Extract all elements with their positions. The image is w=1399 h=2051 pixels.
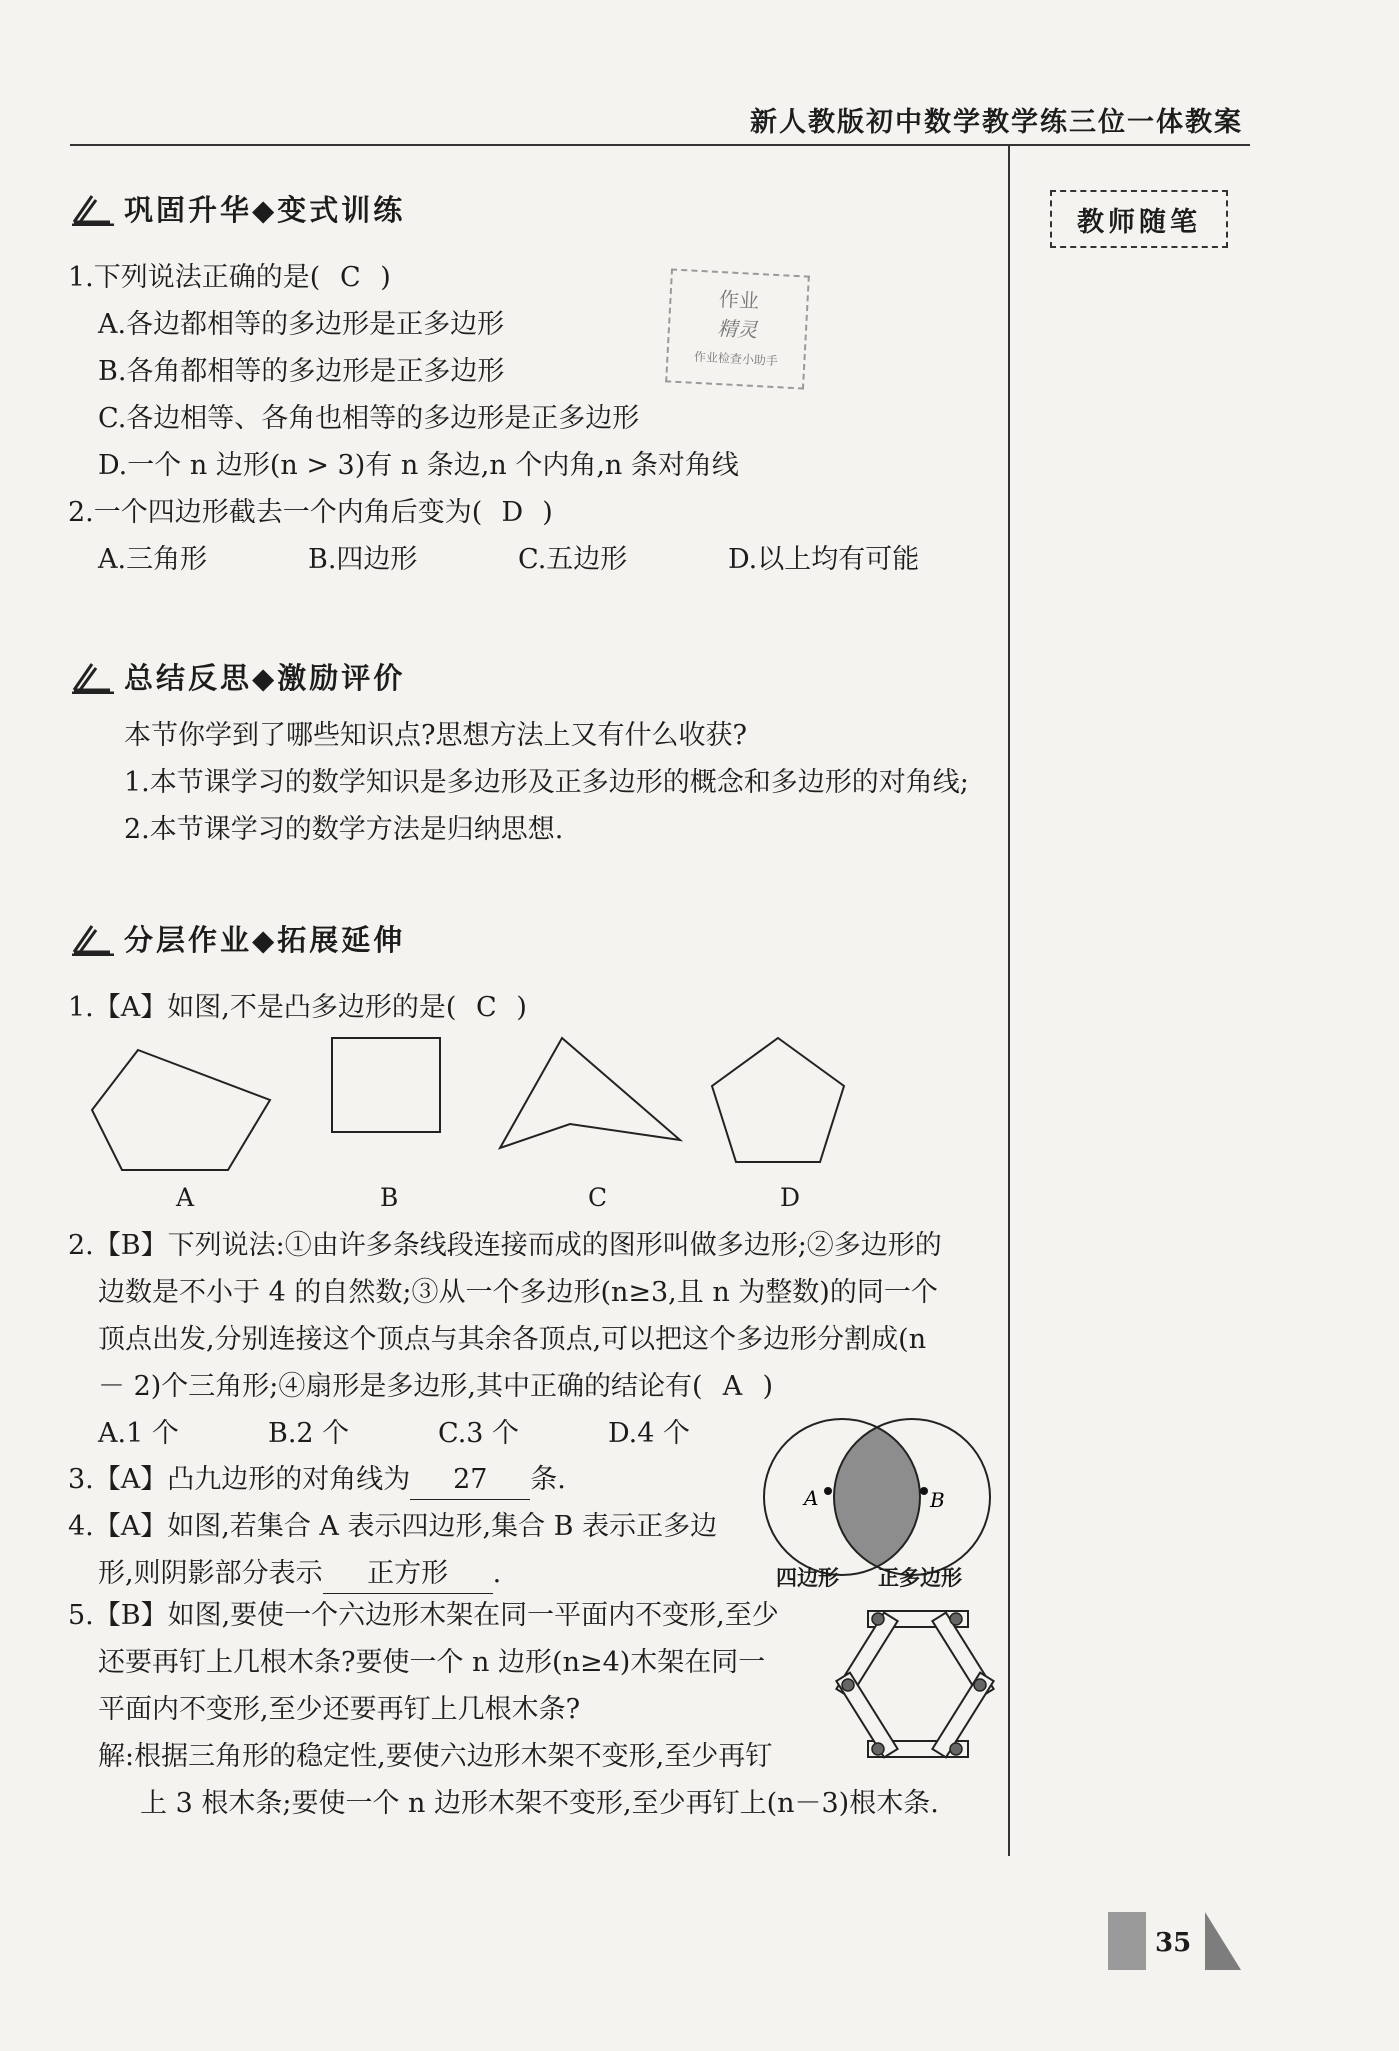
shape-c-concave <box>500 1038 680 1148</box>
section-heading-1 <box>70 188 405 229</box>
venn-caption-right: 正多边形 <box>878 1566 962 1590</box>
option-a: A.1 个 <box>98 1418 179 1449</box>
answer-text: C <box>476 992 497 1023</box>
page-header-title: 新人教版初中数学教学练三位一体教案 <box>750 107 1243 138</box>
shape-label-a: A <box>176 1183 195 1212</box>
page-corner-block <box>1108 1912 1146 1970</box>
answer-text: A <box>722 1371 743 1402</box>
option-a: A.三角形 <box>98 544 208 575</box>
option-b: B.2 个 <box>268 1418 350 1449</box>
question-block-3-4 <box>68 1503 717 1597</box>
question-tail: . <box>492 1558 502 1589</box>
stamp-line-3: 作业检查小助手 <box>693 349 779 369</box>
margin-divider <box>1008 146 1010 1856</box>
polygon-figures <box>80 1030 860 1220</box>
option-b: B.四边形 <box>308 544 418 575</box>
venn-label-a: A <box>804 1486 819 1510</box>
question-stem <box>68 489 919 536</box>
stamp-line-1: 作业 <box>718 287 760 314</box>
question-close: ) <box>380 262 391 293</box>
option-d: D.4 个 <box>608 1418 691 1449</box>
question-text: 2.一个四边形截去一个内角后变为( <box>68 497 483 528</box>
section-title-1: 巩固升华◆变式训练 <box>124 193 406 227</box>
header-divider <box>70 144 1250 146</box>
question-stem <box>68 1550 717 1597</box>
shape-b-rectangle <box>332 1038 440 1132</box>
question-text: 1.下列说法正确的是( <box>68 262 321 293</box>
shape-label-b: B <box>380 1183 399 1212</box>
shape-label-c: C <box>588 1183 608 1212</box>
answer-blank: 27 <box>410 1461 530 1500</box>
question-line: 边数是不小于 4 的自然数;③从一个多边形(n≥3,且 n 为整数)的同一个 <box>98 1277 938 1308</box>
shape-label-d: D <box>780 1183 801 1212</box>
stamp-line-2: 精灵 <box>716 315 759 343</box>
option-c: C.各边相等、各角也相等的多边形是正多边形 <box>98 403 640 434</box>
venn-label-b: B <box>930 1488 945 1512</box>
question-text: 形,则阴影部分表示 <box>98 1558 323 1589</box>
section-heading-3 <box>70 918 405 959</box>
option-d: D.一个 n 边形(n > 3)有 n 条边,n 个内角,n 条对角线 <box>98 450 739 481</box>
section-title-2: 总结反思◆激励评价 <box>124 661 406 695</box>
option-b: B.各角都相等的多边形是正多边形 <box>98 356 505 387</box>
summary-block <box>124 712 969 853</box>
venn-caption-left: 四边形 <box>776 1566 839 1590</box>
option-c: C.3 个 <box>438 1418 520 1449</box>
question-line: 还要再钉上几根木条?要使一个 n 边形(n≥4)木架在同一 <box>98 1647 766 1678</box>
question-text: 3.【A】凸九边形的对角线为 <box>68 1464 411 1495</box>
solution-line: 解:根据三角形的稳定性,要使六边形木架不变形,至少再钉 <box>98 1741 773 1772</box>
option-a: A.各边都相等的多边形是正多边形 <box>98 309 505 340</box>
question-block-1-1 <box>68 254 919 583</box>
question-close: ) <box>542 497 553 528</box>
question-close: ) <box>516 992 527 1023</box>
summary-line: 1.本节课学习的数学知识是多边形及正多边形的概念和多边形的对角线; <box>124 767 969 798</box>
question-stem <box>68 984 527 1031</box>
shape-d-regular-pentagon <box>712 1038 844 1162</box>
question-close: ) <box>762 1371 774 1402</box>
question-line: 顶点出发,分别连接这个顶点与其余各顶点,可以把这个多边形分割成(n <box>98 1324 927 1355</box>
section-title-3: 分层作业◆拓展延伸 <box>124 923 406 957</box>
option-d: D.以上均有可能 <box>728 544 920 575</box>
answer-text: D <box>501 497 524 528</box>
options-row <box>68 536 919 583</box>
section-heading-2 <box>70 656 405 697</box>
question-stem <box>68 254 919 301</box>
question-line: 5.【B】如图,要使一个六边形木架在同一平面内不变形,至少 <box>68 1600 779 1631</box>
question-text: － 2)个三角形;④扇形是多边形,其中正确的结论有( <box>98 1371 703 1402</box>
page-corner-triangle <box>1205 1912 1241 1970</box>
option-c: C.五边形 <box>518 544 628 575</box>
pencil-icon <box>70 922 118 956</box>
pencil-icon <box>70 192 118 226</box>
question-text: 1.【A】如图,不是凸多边形的是( <box>68 992 457 1023</box>
shape-a-pentagon <box>92 1050 270 1170</box>
question-stem <box>68 1456 566 1503</box>
question-line: 平面内不变形,至少还要再钉上几根木条? <box>98 1694 581 1725</box>
answer-blank: 正方形 <box>323 1555 493 1594</box>
answer-text: C <box>339 262 361 293</box>
summary-line: 2.本节课学习的数学方法是归纳思想. <box>124 814 564 845</box>
summary-line: 本节你学到了哪些知识点?思想方法上又有什么收获? <box>124 720 747 751</box>
hexagon-frame-figure <box>828 1605 998 1765</box>
solution-line: 上 3 根木条;要使一个 n 边形木架不变形,至少再钉上(n－3)根木条. <box>140 1788 939 1819</box>
question-block-3-5 <box>68 1592 939 1827</box>
question-line: 4.【A】如图,若集合 A 表示四边形,集合 B 表示正多边 <box>68 1511 718 1542</box>
question-tail: 条. <box>530 1464 566 1495</box>
question-line: 2.【B】下列说法:①由许多条线段连接而成的图形叫做多边形;②多边形的 <box>68 1230 942 1261</box>
teacher-notes-label: 教师随笔 <box>1050 190 1228 248</box>
question-stem <box>68 1363 942 1410</box>
page-number: 35 <box>1155 1928 1192 1958</box>
pencil-icon <box>70 660 118 694</box>
